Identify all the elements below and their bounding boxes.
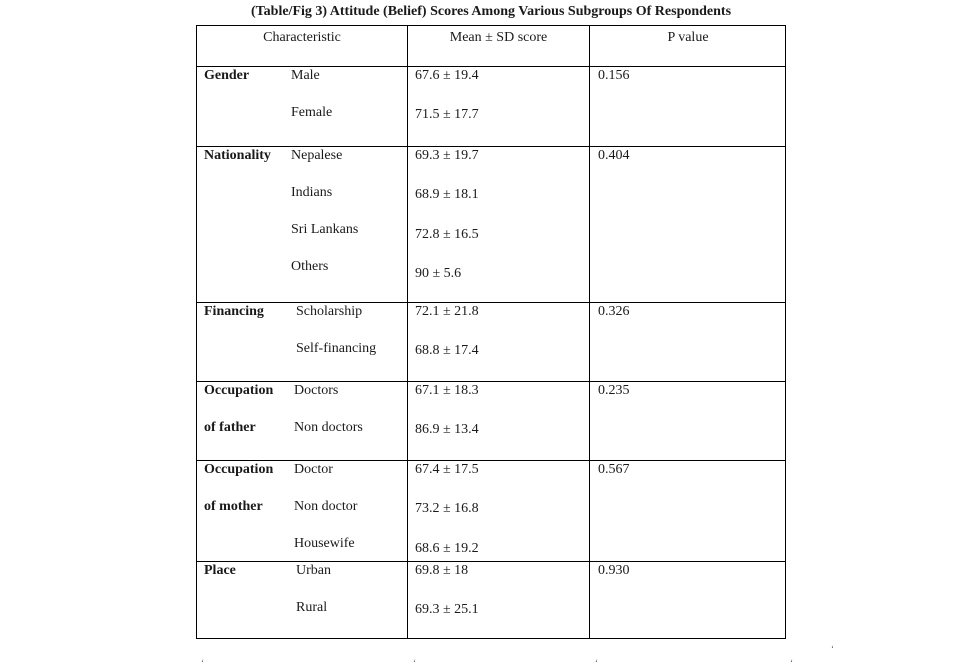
- row-divider: [197, 66, 785, 67]
- mean-sd-value: 67.1 ± 18.3: [415, 383, 479, 398]
- subgroup-label: Urban: [296, 563, 331, 578]
- mean-sd-value: 68.8 ± 17.4: [415, 343, 479, 358]
- subgroup-label: Indians: [291, 185, 333, 200]
- mean-sd-value: 86.9 ± 13.4: [415, 422, 479, 437]
- column-divider: [407, 26, 408, 638]
- subgroup-label: Male: [291, 68, 320, 83]
- group-name: of father: [204, 420, 256, 435]
- group-name: Financing: [204, 304, 264, 319]
- subgroup-label: Female: [291, 105, 333, 120]
- row-divider: [197, 146, 785, 147]
- mean-sd-value: 72.8 ± 16.5: [415, 227, 479, 242]
- p-value: 0.156: [598, 68, 630, 83]
- scan-mark: ‘: [790, 658, 793, 668]
- p-value: 0.235: [598, 383, 630, 398]
- subgroup-label: Self-financing: [296, 341, 377, 356]
- subgroup-label: Scholarship: [296, 304, 363, 319]
- subgroup-label: Rural: [296, 600, 328, 615]
- scan-mark: ‘: [413, 658, 416, 668]
- group-name: Occupation: [204, 383, 274, 398]
- subgroup-label: Housewife: [294, 536, 355, 551]
- subgroup-label: Doctors: [294, 383, 339, 398]
- subgroup-label: Nepalese: [291, 148, 343, 163]
- mean-sd-value: 69.8 ± 18: [415, 563, 469, 578]
- group-name: of mother: [204, 499, 263, 514]
- header-mean-sd: Mean ± SD score: [449, 30, 548, 45]
- header-p-value: P value: [667, 30, 709, 45]
- row-divider: [197, 460, 785, 461]
- p-value: 0.930: [598, 563, 630, 578]
- row-divider: [197, 381, 785, 382]
- mean-sd-value: 73.2 ± 16.8: [415, 501, 479, 516]
- row-divider: [197, 302, 785, 303]
- p-value: 0.567: [598, 462, 630, 477]
- subgroup-label: Others: [291, 259, 329, 274]
- group-name: Occupation: [204, 462, 274, 477]
- column-divider: [589, 26, 590, 638]
- subgroup-label: Doctor: [294, 462, 333, 477]
- subgroup-label: Sri Lankans: [291, 222, 359, 237]
- table-title: (Table/Fig 3) Attitude (Belief) Scores Among Various Subgroups Of Respondents: [250, 4, 732, 19]
- header-characteristic: Characteristic: [263, 30, 341, 45]
- group-name: Nationality: [204, 148, 271, 163]
- mean-sd-value: 90 ± 5.6: [415, 266, 462, 281]
- scan-mark: ‘: [595, 658, 598, 668]
- p-value: 0.404: [598, 148, 630, 163]
- row-divider: [197, 561, 785, 562]
- group-name: Place: [204, 563, 236, 578]
- mean-sd-value: 68.6 ± 19.2: [415, 541, 479, 556]
- mean-sd-value: 69.3 ± 25.1: [415, 602, 479, 617]
- attitude-scores-table: [196, 25, 786, 639]
- mean-sd-value: 71.5 ± 17.7: [415, 107, 479, 122]
- subgroup-label: Non doctors: [294, 420, 363, 435]
- mean-sd-value: 67.6 ± 19.4: [415, 68, 479, 83]
- scan-mark: ‘: [831, 644, 834, 654]
- mean-sd-value: 72.1 ± 21.8: [415, 304, 479, 319]
- p-value: 0.326: [598, 304, 630, 319]
- mean-sd-value: 67.4 ± 17.5: [415, 462, 479, 477]
- mean-sd-value: 69.3 ± 19.7: [415, 148, 479, 163]
- scan-mark: ‘: [201, 658, 204, 668]
- subgroup-label: Non doctor: [294, 499, 358, 514]
- mean-sd-value: 68.9 ± 18.1: [415, 187, 479, 202]
- group-name: Gender: [204, 68, 250, 83]
